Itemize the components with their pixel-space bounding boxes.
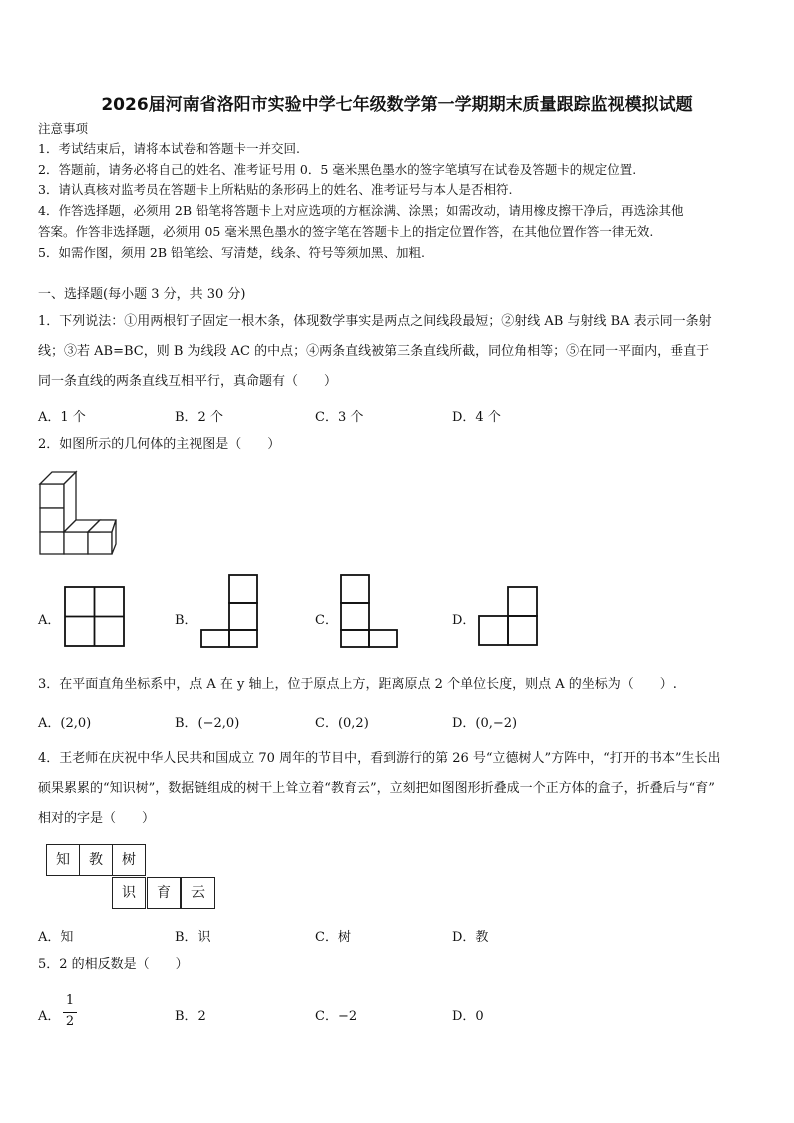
q3-option-c: C．(0,2) (315, 716, 369, 731)
net-cell: 育 (147, 877, 181, 909)
fraction-denominator: 2 (65, 1014, 75, 1029)
question-1-line: 同一条直线的两条直线互相平行，真命题有（ ） (38, 374, 338, 389)
question-2-stem: 2．如图所示的几何体的主视图是（ ） (38, 437, 281, 452)
q3-option-a: A．(2,0) (38, 716, 92, 731)
q4-option-a: A．知 (38, 930, 74, 945)
question-1-line: 1．下列说法：①用两根钉子固定一根木条，体现数学事实是两点之间线段最短；②射线 AB 与射线 BA 表示同一条射 (38, 314, 712, 329)
q5-option-b: B．2 (175, 1009, 206, 1024)
question-4-line: 相对的字是（ ） (38, 811, 156, 826)
q2-option-a-label: A． (38, 613, 61, 628)
net-cell: 树 (112, 844, 146, 876)
q1-option-a: A．1 个 (38, 410, 86, 425)
q4-option-d: D．教 (452, 930, 489, 945)
solid-figure (38, 468, 118, 556)
notice-item: 2．答题前，请务必将自己的姓名、准考证号用 0．5 毫米黑色墨水的签字笔填写在试卷及答题卡的规定位置. (38, 162, 637, 177)
page-title: 2026届河南省洛阳市实验中学七年级数学第一学期期末质量跟踪监视模拟试题 (101, 95, 693, 115)
notice-heading: 注意事项 (38, 121, 89, 136)
q2-option-d-figure (478, 586, 540, 648)
question-4-line: 硕果累累的“知识树”，数据链组成的树干上耸立着“教育云”，立刻把如图图形折叠成一个正方体的盒子，折叠后与“育” (38, 781, 715, 796)
q1-option-b: B．2 个 (175, 410, 223, 425)
question-5-stem: 5．2 的相反数是（ ） (38, 957, 189, 972)
q4-option-b: B．识 (175, 930, 211, 945)
question-1-line: 线；③若 AB=BC，则 B 为线段 AC 的中点；④两条直线被第三条直线所截，同位角相等；⑤在同一平面内，垂直于 (38, 344, 710, 359)
q3-option-b: B．(−2,0) (175, 716, 240, 731)
q2-option-c-label: C． (315, 613, 338, 628)
q2-option-b-label: B． (175, 613, 198, 628)
notice-item: 4．作答选择题，必须用 2B 铅笔将答题卡上对应选项的方框涂满、涂黑；如需改动，请用橡皮擦干净后，再选涂其他 (38, 203, 684, 218)
net-cell: 知 (46, 844, 80, 876)
q2-option-d-label: D． (452, 613, 476, 628)
q4-option-c: C．树 (315, 930, 351, 945)
q2-option-c-figure (340, 574, 402, 650)
notice-item: 1．考试结束后，请将本试卷和答题卡一并交回. (38, 141, 300, 156)
q3-option-d: D．(0,−2) (452, 716, 518, 731)
q2-option-b-figure (200, 574, 262, 650)
q1-option-c: C．3 个 (315, 410, 364, 425)
q1-option-d: D．4 个 (452, 410, 501, 425)
net-cell: 教 (79, 844, 113, 876)
q2-option-a-figure (64, 586, 126, 648)
net-cell: 云 (181, 877, 215, 909)
notice-item: 3．请认真核对监考员在答题卡上所粘贴的条形码上的姓名、准考证号与本人是否相符. (38, 182, 513, 197)
notice-item: 答案。作答非选择题，必须用 05 毫米黑色墨水的签字笔在答题卡上的指定位置作答，在其他位置作答一律无效. (38, 224, 654, 239)
section-heading: 一、选择题(每小题 3 分，共 30 分) (38, 287, 246, 302)
fraction-numerator: 1 (65, 993, 75, 1008)
question-4-line: 4．王老师在庆祝中华人民共和国成立 70 周年的节目中，看到游行的第 26 号“立德树人”方阵中，“打开的书本”生长出 (38, 751, 721, 766)
q5-option-c: C．−2 (315, 1009, 358, 1024)
question-3-stem: 3．在平面直角坐标系中，点 A 在 y 轴上，位于原点上方，距离原点 2 个单位长度，则点 A 的坐标为（ ）. (38, 677, 677, 692)
notice-item: 5．如需作图，须用 2B 铅笔绘、写清楚，线条、符号等须加黑、加粗. (38, 245, 426, 260)
q5-option-d: D．0 (452, 1009, 484, 1024)
net-cell: 识 (112, 877, 146, 909)
q5-option-a-label: A． (38, 1009, 61, 1024)
fraction-bar (63, 1012, 77, 1013)
